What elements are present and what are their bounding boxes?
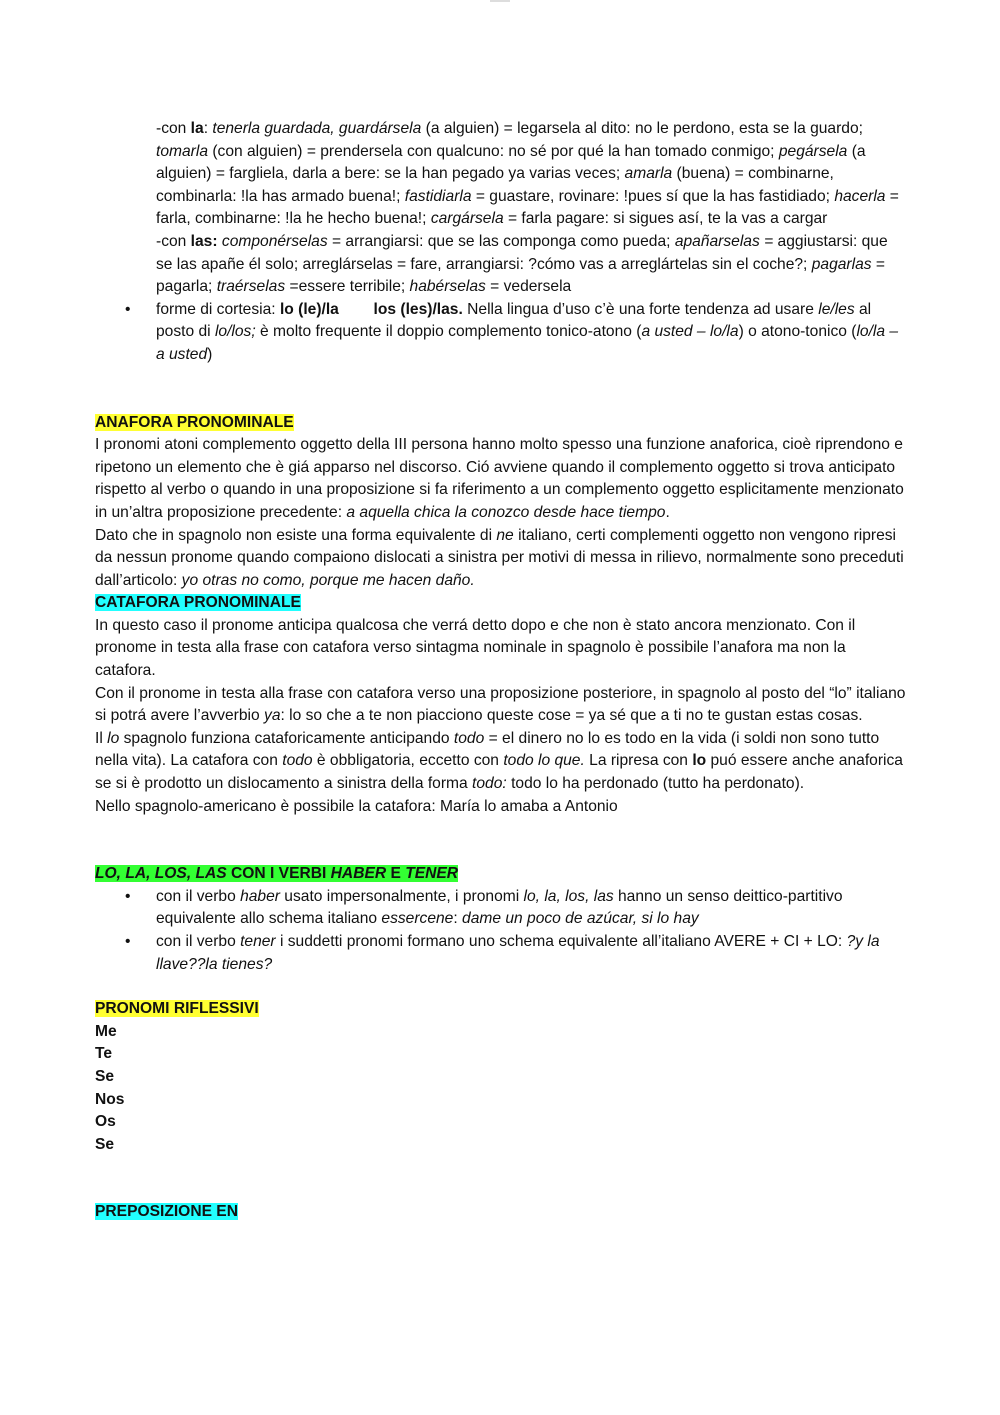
- preposizione-heading-line: [95, 1201, 907, 1224]
- riflessivi-heading-line: [95, 998, 907, 1021]
- catafora-paragraph-3: Il lo spagnolo funziona cataforicamente anticipando todo = el dinero no lo es todo en la vida (i soldi non sono tutto nella vita). La catafora con todo è obbligatoria, eccetto con todo lo que. La ripresa con lo puó essere anche anaforica se si è prodotto un dislocamento a sinistra della forma todo: todo lo ha perdonado (tutto ha perdonato).: [95, 729, 908, 793]
- catafora-heading-line: [95, 592, 907, 615]
- preposizione-heading: PREPOSIZIONE EN: [95, 1203, 238, 1221]
- pronoun-item: Os: [95, 1113, 116, 1131]
- haber-tener-heading-line: [95, 863, 907, 886]
- catafora-heading: CATAFORA PRONOMINALE: [95, 594, 301, 612]
- haber-text: con il verbo haber usato impersonalmente, i pronomi lo, la, los, las hanno un senso deittico-partitivo equivalente allo schema italiano essercene: dame un poco de azúcar, si lo hay: [156, 887, 847, 928]
- bullet-dot: •: [125, 887, 131, 905]
- catafora-paragraph-1: In questo caso il pronome anticipa qualcosa che verrá detto dopo e che non è stato ancora menzionato. Con il pronome in testa alla frase con catafora verso sintagma nominale in spagnolo è possibile l’anafora ma non la catafora.: [95, 616, 860, 680]
- anafora-paragraph-1: I pronomi atoni complemento oggetto della III persona hanno molto spesso una funzione anaforica, cioè riprendono e ripetono un elemento che è giá apparso nel discorso. Ció avviene quando il complemento oggetto si trova anticipato rispetto al verbo o quando in una proposizione si fa riferimento a un complemento oggetto esplicitamente menzionato in un’altra proposizione precedente: a aquella chica la conozco desde hace tiempo.: [95, 436, 909, 521]
- tener-text: con il verbo tener i suddetti pronomi formano uno schema equivalente all’italiano AVERE + CI + LO: ?y la llave??la tienes?: [156, 933, 884, 973]
- la-expressions: -con la: tenerla guardada, guardársela (a alguien) = legarsela al dito: no le perdono, esta se la guardo; tomarla (con alguien) = prendersela con qualcuno: no sé por qué la han tomado conmigo; pegársela (a alguien) = fargliela, darla a bere: se la han pegado ya varias veces; amarla (buena) = combinarne, combinarla: !la has armado buena!; fastidiarla = guastare, rovinare: !pues sí que la has fastidiado; hacerla = farla, combinarne: !la he hecho buena!; cargársela = farla pagare: si sigues así, te la vas a cargar: [156, 120, 904, 228]
- bullet-dot: •: [125, 300, 131, 318]
- anafora-heading: ANAFORA PRONOMINALE: [95, 413, 294, 431]
- catafora-paragraph-2: Con il pronome in testa alla frase con catafora verso una proposizione posteriore, in spagnolo al posto del “lo” italiano si potrá avere l’avverbio ya: lo so che a te non piacciono queste cose = ya sé que a ti no te gustan estas cosas.: [95, 684, 910, 725]
- anafora-paragraph-2: Dato che in spagnolo non esiste una forma equivalente di ne italiano, certi complementi oggetto non vengono ripresi da nessun pronome quando compaiono dislocati a sinistra per motivi di messa in rilievo, normalmente sono preceduti dall’articolo: yo otras no como, porque me hacen daño.: [95, 526, 909, 589]
- page-top-mark: [490, 0, 510, 2]
- haber-tener-heading: LO, LA, LOS, LAS CON I VERBI HABER E TENER: [95, 865, 459, 883]
- riflessivi-list: [95, 1021, 907, 1157]
- bullet-cortesia: [95, 299, 907, 367]
- cortesia-text: forme di cortesia: lo (le)/la los (les)/las. Nella lingua d’uso c’è una forte tendenza ad usare le/les al posto di lo/los; è molto frequente il doppio complemento tonico-atono (a usted – lo/la) o atono-tonico (lo/la – a usted): [156, 300, 903, 363]
- pronoun-item: Nos: [95, 1090, 125, 1108]
- bullet-tener: [95, 931, 907, 976]
- pronoun-item: Se: [95, 1067, 115, 1085]
- las-expressions: -con las: componérselas = arrangiarsi: que se las componga como pueda; apañarselas = aggiustarsi: que se las apañe él solo; arreglárselas = fare, arrangiarsi: ?cómo vas a arreglártelas sin el coche?; pagarlas = pagarla; traérselas =essere terribile; habérselas = vedersela: [156, 232, 892, 296]
- document-page: [95, 118, 910, 1224]
- pronoun-item: Se: [95, 1135, 115, 1153]
- riflessivi-heading: PRONOMI RIFLESSIVI: [95, 1000, 259, 1018]
- bullet-dot: •: [125, 933, 131, 950]
- pronoun-item: Te: [95, 1045, 113, 1063]
- bullet-haber: [95, 886, 907, 931]
- anafora-heading-line: [95, 412, 907, 435]
- catafora-paragraph-4: Nello spagnolo-americano è possibile la catafora: María lo amaba a Antonio: [95, 797, 618, 815]
- pronoun-item: Me: [95, 1022, 117, 1040]
